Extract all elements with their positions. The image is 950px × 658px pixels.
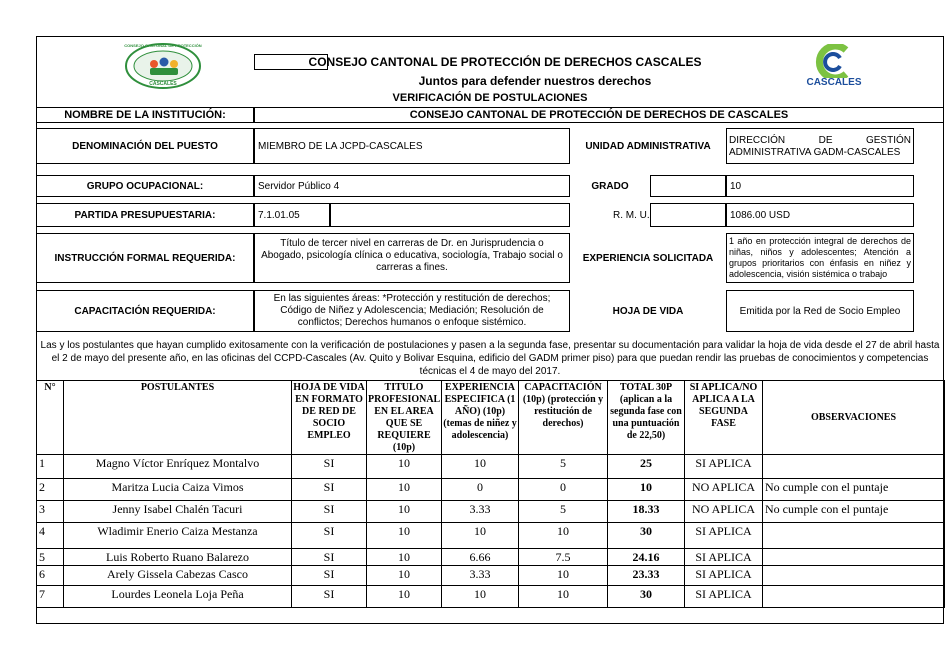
right-logo-text: CASCALES — [806, 77, 862, 88]
row-titulo: 10 — [367, 586, 442, 608]
row-capacitacion: 5 — [519, 501, 608, 523]
table-row — [37, 549, 945, 566]
rmu-box — [650, 203, 726, 227]
row-hoja-vida: SI — [292, 523, 367, 549]
row-capacitacion: 5 — [519, 455, 608, 479]
row-titulo: 10 — [367, 549, 442, 566]
row-titulo: 10 — [367, 523, 442, 549]
hoja-value: Emitida por la Red de Socio Empleo — [726, 290, 914, 332]
row-total: 24.16 — [608, 549, 685, 566]
grupo-value: Servidor Público 4 — [254, 175, 570, 197]
experiencia-label: EXPERIENCIA SOLICITADA — [582, 252, 714, 264]
row-observaciones — [763, 566, 945, 586]
col-header-capacitacion: CAPACITACIÓN (10p) (protección y restitución de derechos) — [519, 381, 608, 455]
row-hoja-vida: SI — [292, 586, 367, 608]
institution-label: NOMBRE DE LA INSTITUCIÓN: — [36, 107, 254, 123]
section-title: VERIFICACIÓN DE POSTULACIONES — [392, 92, 588, 104]
row-experiencia: 3.33 — [442, 566, 519, 586]
row-aplica: SI APLICA — [685, 566, 763, 586]
row-titulo: 10 — [367, 479, 442, 501]
row-num: 4 — [37, 523, 64, 549]
partida-empty-box — [330, 203, 570, 227]
row-experiencia: 6.66 — [442, 549, 519, 566]
row-experiencia: 10 — [442, 586, 519, 608]
rmu-value: 1086.00 USD — [726, 203, 914, 227]
row-capacitacion: 0 — [519, 479, 608, 501]
page-subtitle: Juntos para defender nuestros derechos — [418, 74, 652, 88]
col-header-postulantes: POSTULANTES — [64, 381, 292, 455]
table-row — [37, 566, 945, 586]
row-titulo: 10 — [367, 566, 442, 586]
page-title: CONSEJO CANTONAL DE PROTECCIÓN DE DERECHOS CASCALES — [308, 55, 702, 69]
notice-text: Las y los postulantes que hayan cumplido exitosamente con la verificación de postulaciones y pasen a la segunda fase, presentar su documentación para validar la hoja de vida desde el 27 de abril hasta el 2 de mayo del presente año, en las oficinas del CCPD-Cascales (Av. Quito y Bolivar Esquina, edificio del GADM primer piso) para que puedan rendir las pruebas de conocimientos y competencias técnicas el 4 de mayo del 2017. — [40, 340, 940, 377]
row-postulante: Magno Víctor Enríquez Montalvo — [64, 455, 292, 479]
row-observaciones: No cumple con el puntaje — [763, 479, 945, 501]
row-observaciones — [763, 523, 945, 549]
row-total: 25 — [608, 455, 685, 479]
row-aplica: SI APLICA — [685, 549, 763, 566]
row-num: 1 — [37, 455, 64, 479]
row-postulante: Lourdes Leonela Loja Peña — [64, 586, 292, 608]
row-experiencia: 10 — [442, 455, 519, 479]
grado-box — [650, 175, 726, 197]
grado-label: GRADO — [591, 180, 629, 192]
row-num: 6 — [37, 566, 64, 586]
row-total: 10 — [608, 479, 685, 501]
row-capacitacion: 7.5 — [519, 549, 608, 566]
row-experiencia: 0 — [442, 479, 519, 501]
row-num: 2 — [37, 479, 64, 501]
row-hoja-vida: SI — [292, 549, 367, 566]
row-hoja-vida: SI — [292, 501, 367, 523]
row-num: 3 — [37, 501, 64, 523]
results-body — [37, 455, 945, 608]
instruccion-value: Título de tercer nivel en carreras de Dr. en Jurisprudencia o Abogado, psicología clínica o educativa, sociología, Trabajo social o carreras a fines. — [254, 233, 570, 283]
row-total: 18.33 — [608, 501, 685, 523]
row-aplica: SI APLICA — [685, 455, 763, 479]
row-hoja-vida: SI — [292, 455, 367, 479]
row-aplica: SI APLICA — [685, 523, 763, 549]
capacitacion-value: En las siguientes áreas: *Protección y restitución de derechos; Código de Niñez y Adolescencia; Mediación; Resolución de conflictos; Derechos humanos o enfoque sistémico. — [254, 290, 570, 332]
table-row — [37, 501, 945, 523]
table-row — [37, 455, 945, 479]
row-experiencia: 3.33 — [442, 501, 519, 523]
table-header-row — [37, 381, 945, 455]
row-capacitacion: 10 — [519, 566, 608, 586]
col-header-aplica: SI APLICA/NO APLICA A LA SEGUNDA FASE — [685, 381, 763, 455]
row-capacitacion: 10 — [519, 586, 608, 608]
table-row — [37, 586, 945, 608]
col-header-num: N° — [37, 381, 64, 455]
row-postulante: Maritza Lucia Caiza Vimos — [64, 479, 292, 501]
row-hoja-vida: SI — [292, 479, 367, 501]
row-titulo: 10 — [367, 455, 442, 479]
col-header-hoja-vida: HOJA DE VIDA EN FORMATO DE RED DE SOCIO EMPLEO — [292, 381, 367, 455]
row-num: 5 — [37, 549, 64, 566]
row-observaciones — [763, 455, 945, 479]
grado-value: 10 — [726, 175, 914, 197]
partida-label: PARTIDA PRESUPUESTARIA: — [36, 203, 254, 227]
unidad-label: UNIDAD ADMINISTRATIVA — [585, 140, 711, 152]
puesto-label: DENOMINACIÓN DEL PUESTO — [36, 128, 254, 164]
unidad-value: DIRECCIÓN DE GESTIÓN ADMINISTRATIVA GADM-CASCALES — [726, 128, 914, 164]
right-logo — [806, 44, 862, 78]
row-total: 30 — [608, 523, 685, 549]
row-observaciones — [763, 586, 945, 608]
grupo-label: GRUPO OCUPACIONAL: — [36, 175, 254, 197]
row-num: 7 — [37, 586, 64, 608]
results-table — [36, 380, 945, 608]
row-hoja-vida: SI — [292, 566, 367, 586]
row-observaciones: No cumple con el puntaje — [763, 501, 945, 523]
row-aplica: NO APLICA — [685, 501, 763, 523]
row-aplica: NO APLICA — [685, 479, 763, 501]
row-total: 30 — [608, 586, 685, 608]
table-row — [37, 523, 945, 549]
row-total: 23.33 — [608, 566, 685, 586]
row-capacitacion: 10 — [519, 523, 608, 549]
row-titulo: 10 — [367, 501, 442, 523]
rmu-label: R. M. U. — [613, 209, 650, 221]
partida-value: 7.1.01.05 — [254, 203, 330, 227]
col-header-titulo: TITULO PROFESIONAL EN EL AREA QUE SE REQUIERE (10p) — [368, 382, 441, 453]
row-postulante: Jenny Isabel Chalén Tacuri — [64, 501, 292, 523]
col-header-experiencia: EXPERIENCIA ESPECIFICA (1 AÑO) (10p) (temas de niñez y adolescencia) — [442, 381, 519, 455]
col-header-observaciones: OBSERVACIONES — [763, 381, 945, 455]
capacitacion-label: CAPACITACIÓN REQUERIDA: — [36, 290, 254, 332]
experiencia-value: 1 año en protección integral de derechos de niñas, niños y adolescentes; Atención a grupos prioritarios con énfasis en niñez y adolescencia, visión sistémica o trabajo — [726, 233, 914, 283]
hoja-label: HOJA DE VIDA — [612, 305, 684, 317]
row-aplica: SI APLICA — [685, 586, 763, 608]
table-row — [37, 479, 945, 501]
institution-value: CONSEJO CANTONAL DE PROTECCIÓN DE DERECHOS DE CASCALES — [254, 107, 944, 123]
left-logo-ring-text: CONSEJO CANTONAL DE PROTECCIÓN — [124, 43, 202, 48]
col-header-total: TOTAL 30P (aplican a la segunda fase con una puntuación de 22,50) — [608, 381, 685, 455]
instruccion-label: INSTRUCCIÓN FORMAL REQUERIDA: — [36, 233, 254, 283]
row-experiencia: 10 — [442, 523, 519, 549]
row-postulante: Wladimir Enerio Caiza Mestanza — [64, 523, 292, 549]
left-logo-text: CASCALES — [149, 81, 177, 87]
row-postulante: Arely Gissela Cabezas Casco — [64, 566, 292, 586]
puesto-value: MIEMBRO DE LA JCPD-CASCALES — [254, 128, 570, 164]
row-postulante: Luis Roberto Ruano Balarezo — [64, 549, 292, 566]
row-observaciones — [763, 549, 945, 566]
